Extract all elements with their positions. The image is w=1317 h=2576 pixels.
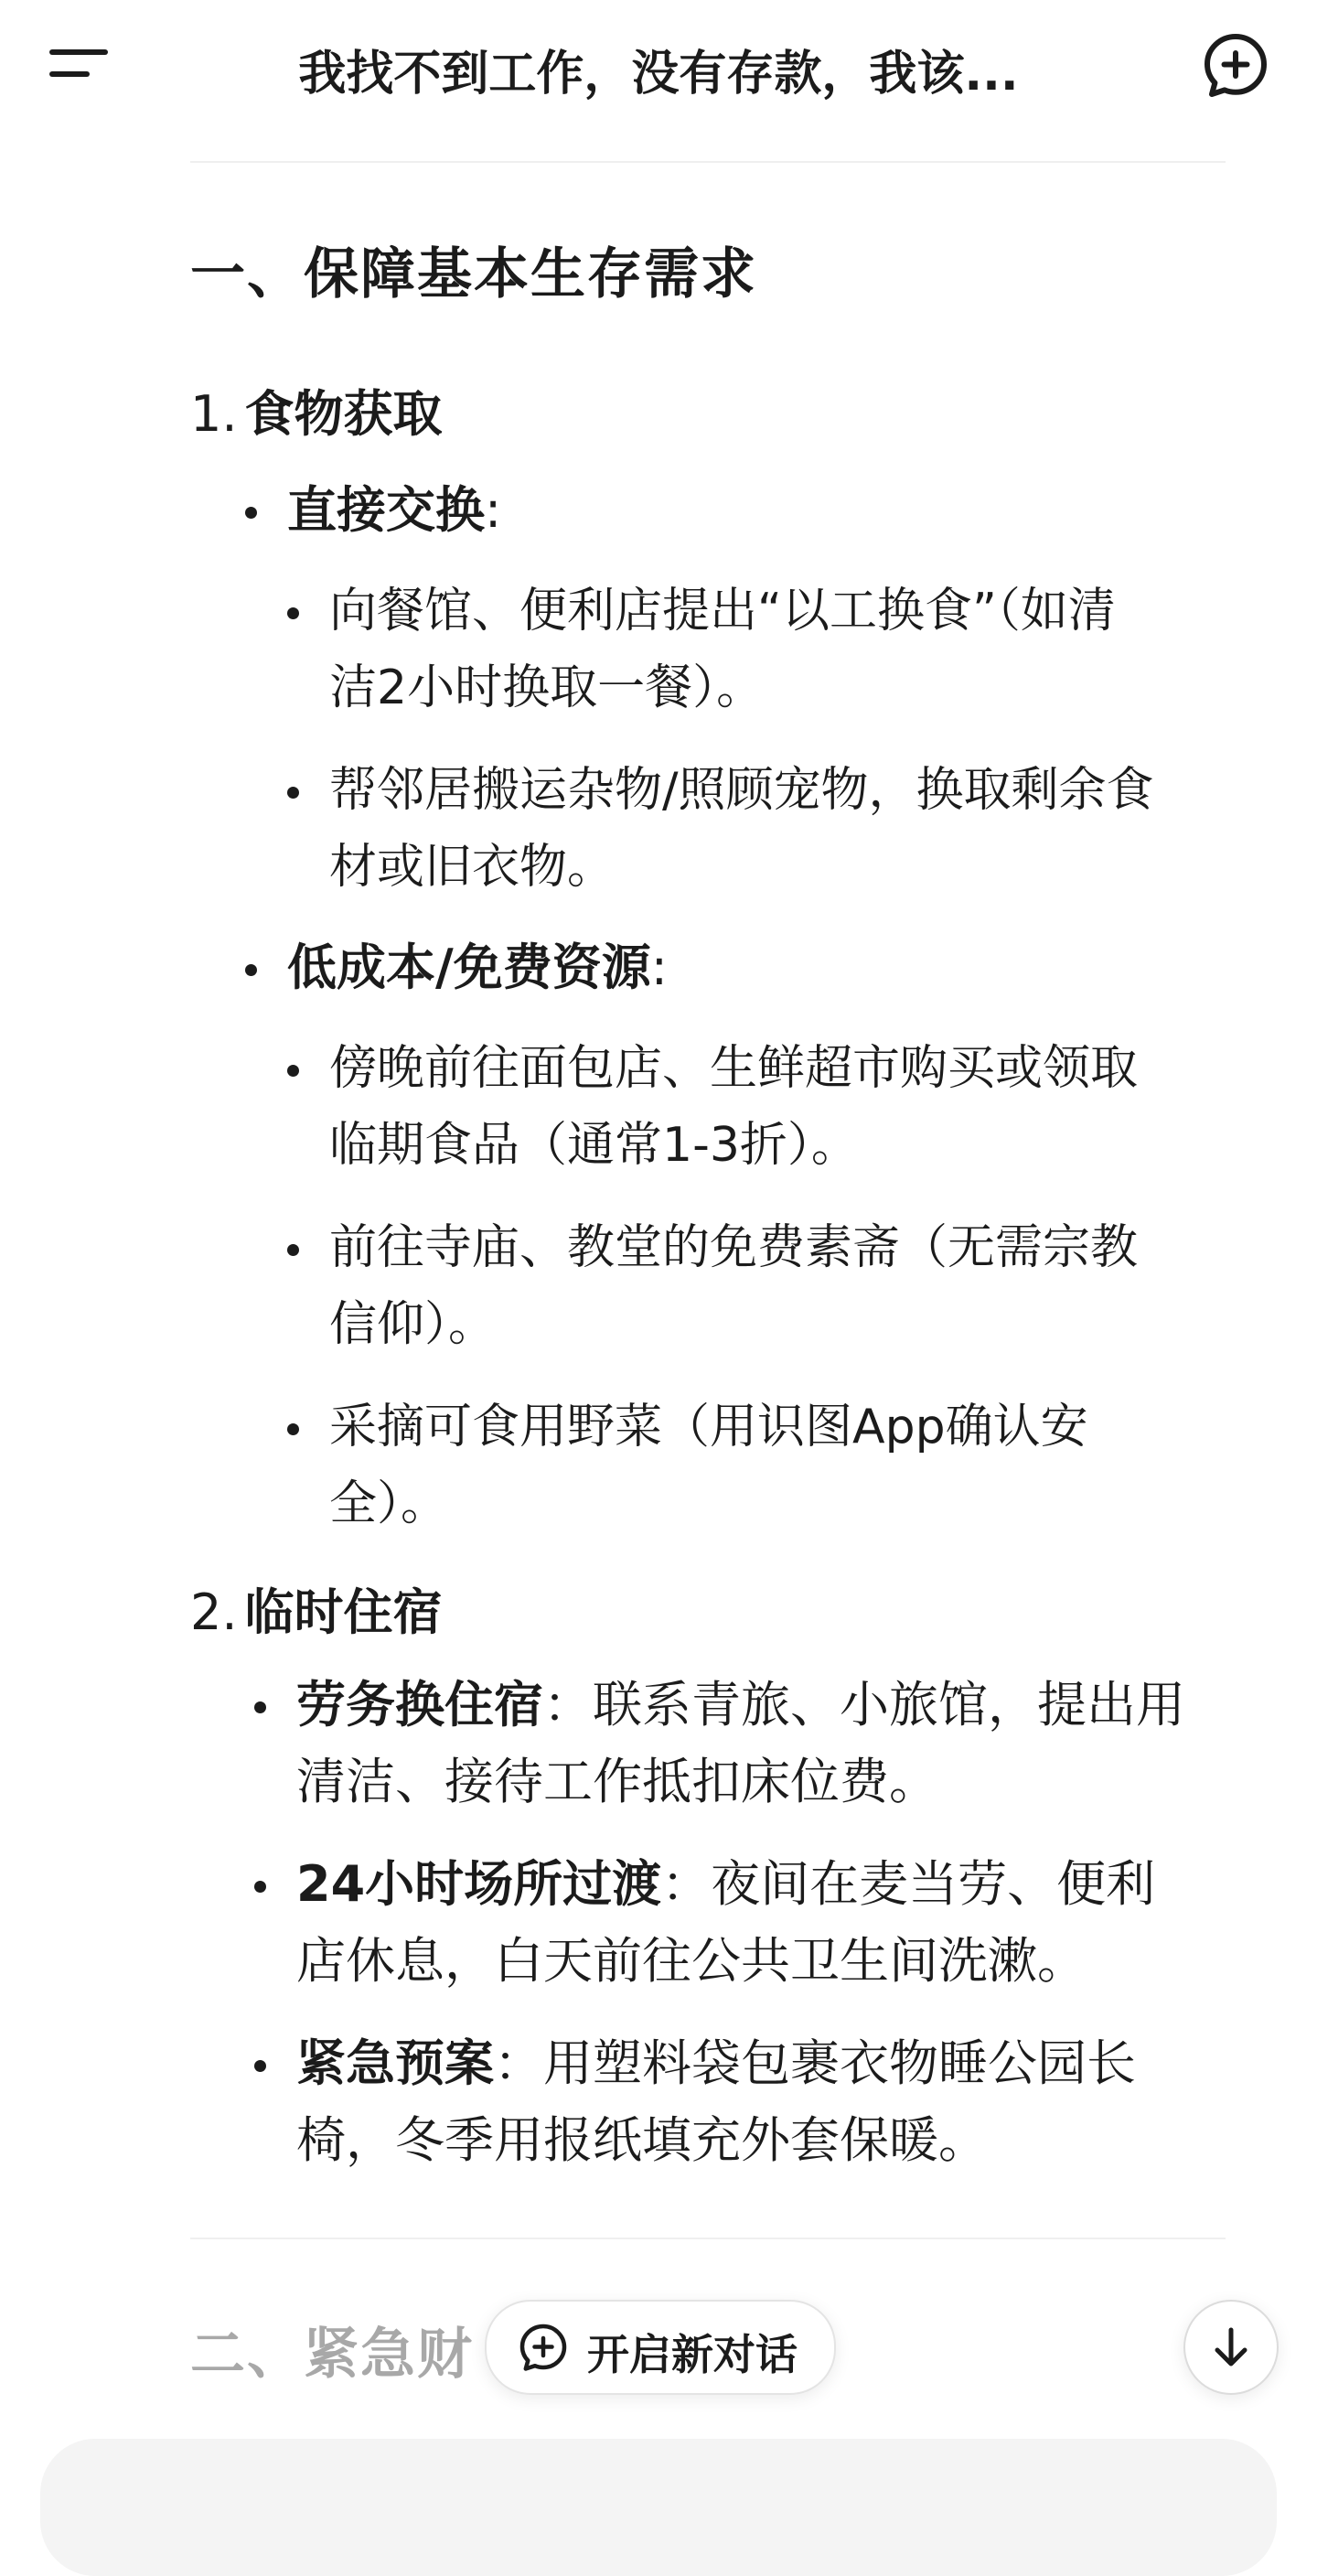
bullet-dot: [287, 1423, 299, 1435]
subitem-direct-exchange: [287, 472, 501, 549]
list-item-line: 采摘可食用野菜（用识图App确认安: [329, 1400, 1088, 1454]
list-item-line: 材或旧衣物。: [329, 840, 616, 895]
point-label: 劳务换住宿: [296, 1676, 543, 1733]
new-chat-icon: [1200, 29, 1271, 101]
message-input[interactable]: [95, 2472, 1013, 2528]
scroll-to-bottom-button[interactable]: [1183, 2300, 1279, 2395]
list-item-line: 傍晚前往面包店、生鲜超市购买或领取: [329, 1041, 1139, 1096]
list-item-line: [296, 1846, 1155, 1923]
list-item-line: 店休息，白天前往公共卫生间洗漱。: [296, 1932, 1087, 1990]
menu-button[interactable]: [40, 40, 113, 95]
list-item-line: [296, 1667, 1185, 1744]
section-heading-1: 一、保障基本生存需求: [190, 242, 757, 306]
arrow-down-icon: [1208, 2324, 1254, 2370]
message-input-bar: [40, 2439, 1277, 2576]
item-number: 2.: [190, 1583, 238, 1641]
list-item-line: 洁2小时换取一餐）。: [329, 660, 765, 715]
bullet-dot: [254, 2060, 266, 2072]
point-text: ：联系青旅、小旅馆，提出用: [543, 1676, 1185, 1733]
item-title: 临时住宿: [244, 1583, 443, 1641]
new-chat-button[interactable]: [485, 2300, 836, 2395]
list-item-line: 向餐馆、便利店提出“以工换食”（如清: [329, 584, 1116, 639]
list-item-line: 前往寺庙、教堂的免费素斋（无需宗教: [329, 1220, 1139, 1275]
header-divider: [190, 161, 1226, 163]
subitem-low-cost-resources: [287, 929, 668, 1006]
list-item-line: 全）。: [329, 1476, 449, 1531]
list-item: [329, 1209, 1138, 1363]
list-item-line: 椅，冬季用报纸填充外套保暖。: [296, 2111, 988, 2169]
section-divider: [190, 2238, 1226, 2239]
bullet-dot: [287, 787, 299, 799]
subitem-colon: :: [485, 481, 502, 539]
bullet-dot: [245, 507, 257, 519]
bullet-dot: [254, 1701, 266, 1713]
list-item: [329, 573, 1116, 726]
list-item-line: 帮邻居搬运杂物/照顾宠物，换取剩余食: [329, 763, 1154, 818]
list-item: [296, 1667, 1185, 1820]
numbered-item-1: [190, 375, 443, 445]
new-chat-header-button[interactable]: [1200, 29, 1271, 101]
top-bar: [0, 0, 1317, 137]
list-item: [296, 2025, 1136, 2179]
list-item: [296, 1846, 1155, 2000]
list-item-line: 临期食品（通常1-3折）。: [329, 1118, 859, 1173]
list-item-line: [296, 2025, 1136, 2102]
list-item-line: 清洁、接待工作抵扣床位费。: [296, 1753, 938, 1810]
bullet-dot: [245, 964, 257, 976]
list-item: [329, 1389, 1088, 1542]
list-item: [329, 752, 1154, 906]
point-label: 紧急预案: [296, 2034, 494, 2092]
subitem-colon: :: [650, 939, 668, 996]
bullet-dot: [254, 1881, 266, 1893]
conversation-title[interactable]: 我找不到工作，没有存款，我该...: [298, 47, 1019, 102]
section-heading-2: 二、紧急财: [190, 2323, 474, 2387]
point-label: 24小时场所过渡: [296, 1855, 662, 1913]
numbered-item-2: [190, 1573, 443, 1644]
bullet-dot: [287, 607, 299, 619]
subitem-label: 低成本/免费资源: [287, 939, 651, 996]
item-number: 1.: [190, 385, 238, 443]
item-title: 食物获取: [244, 385, 443, 443]
new-chat-label: 开启新对话: [587, 2330, 798, 2379]
bullet-dot: [287, 1244, 299, 1256]
point-text: ：夜间在麦当劳、便利: [661, 1855, 1156, 1913]
bullet-dot: [287, 1065, 299, 1077]
point-text: ：用塑料袋包裹衣物睡公园长: [494, 2034, 1136, 2092]
list-item-line: 信仰）。: [329, 1297, 497, 1352]
list-item: [329, 1030, 1138, 1184]
chat-plus-icon: [518, 2322, 569, 2373]
subitem-label: 直接交换: [287, 481, 485, 539]
